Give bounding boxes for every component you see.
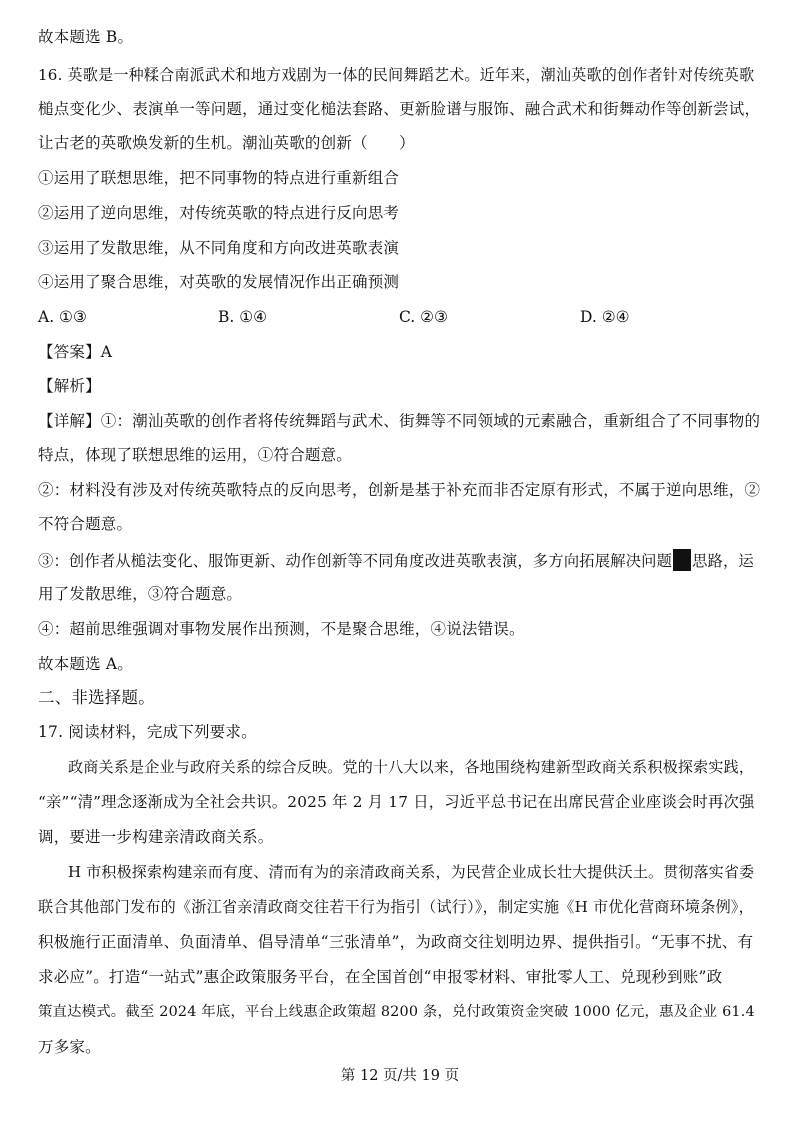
q17-para2-line-5: 策直达模式。截至 2024 年底，平台上线惠企政策超 8200 条，兑付政策资金突破 1000 亿元，惠及企业 61.4 <box>38 1004 755 1020</box>
q17-para2-line-1: H 市积极探索构建亲而有度、清而有为的亲清政商关系，为民营企业成长壮大提供沃土。贯彻落实省委 <box>68 863 755 881</box>
redaction-mark <box>673 549 691 571</box>
q16-conclusion: 故本题选 A。 <box>38 655 134 673</box>
q16-answer: 【答案】A <box>38 343 113 361</box>
q16-detail-line-2: 特点，体现了联想思维的运用，①符合题意。 <box>38 446 353 464</box>
q16-detail-3-text-before: ③：创作者从槌法变化、服饰更新、动作创新等不同角度改进英歌表演，多方向拓展解决问题 <box>38 552 673 570</box>
q17-para1-line-2: “亲”“清”理念逐渐成为全社会共识。2025 年 2 月 17 日，习近平总书记在出席民营企业座谈会时再次强 <box>38 793 755 811</box>
q17-para1-line-1: 政商关系是企业与政府关系的综合反映。党的十八大以来，各地围绕构建新型政商关系积极探索实践， <box>68 758 755 776</box>
q16-option-d: D. ②④ <box>580 308 630 326</box>
q16-stem-line-3: 让古老的英歌焕发新的生机。潮汕英歌的创新（ ） <box>38 134 415 152</box>
q17-prompt: 17. 阅读材料，完成下列要求。 <box>38 723 257 741</box>
q17-para2-line-2: 联合其他部门发布的《浙江省亲清政商交往若干行为指引（试行）》，制定实施《H 市优化营商环境条例》， <box>38 898 754 916</box>
page-number: 第 12 页/共 19 页 <box>340 1068 460 1084</box>
q16-detail-line-1: 【详解】①：潮汕英歌的创作者将传统舞蹈与武术、街舞等不同领域的元素融合，重新组合了不同事物的 <box>38 412 761 430</box>
section-heading: 二、非选择题。 <box>38 688 155 707</box>
q16-statement-3: ③运用了发散思维，从不同角度和方向改进英歌表演 <box>38 239 400 257</box>
q16-detail-line-4: 不符合题意。 <box>38 515 133 533</box>
q16-option-c: C. ②③ <box>399 308 448 326</box>
q17-para2-line-6: 万多家。 <box>38 1038 101 1056</box>
q16-analysis-label: 【解析】 <box>38 377 101 395</box>
q16-detail-line-7: ④：超前思维强调对事物发展作出预测，不是聚合思维，④说法错误。 <box>38 620 525 638</box>
q17-para2-line-3: 积极施行正面清单、负面清单、倡导清单“三张清单”，为政商交往划明边界、提供指引。“无事不扰、有 <box>38 933 754 951</box>
q16-option-a: A. ①③ <box>38 308 87 326</box>
q16-option-b: B. ①④ <box>218 308 268 326</box>
q16-statement-1: ①运用了联想思维，把不同事物的特点进行重新组合 <box>38 169 400 187</box>
q16-detail-line-5 <box>38 549 754 571</box>
q16-detail-3-text-after: 思路，运 <box>692 552 754 570</box>
q16-stem-line-2: 槌点变化少、表演单一等问题，通过变化槌法套路、更新脸谱与服饰、融合武术和街舞动作等创新尝试， <box>38 100 761 118</box>
q15-conclusion: 故本题选 B。 <box>38 28 134 46</box>
q16-stem-line-1: 16. 英歌是一种糅合南派武术和地方戏剧为一体的民间舞蹈艺术。近年来，潮汕英歌的创作者针对传统英歌 <box>38 66 755 84</box>
q17-para1-line-3: 调，要进一步构建亲清政商关系。 <box>38 828 274 846</box>
q16-detail-line-6: 用了发散思维，③符合题意。 <box>38 585 243 603</box>
q16-statement-4: ④运用了聚合思维，对英歌的发展情况作出正确预测 <box>38 273 400 291</box>
q16-statement-2: ②运用了逆向思维，对传统英歌的特点进行反向思考 <box>38 204 400 222</box>
q16-detail-line-3: ②：材料没有涉及对传统英歌特点的反向思考，创新是基于补充而非否定原有形式，不属于逆向思维，② <box>38 481 761 499</box>
q17-para2-line-4: 求必应”。打造“一站式”惠企政策服务平台，在全国首创“申报零材料、审批零人工、兑现秒到账”政 <box>38 968 723 986</box>
